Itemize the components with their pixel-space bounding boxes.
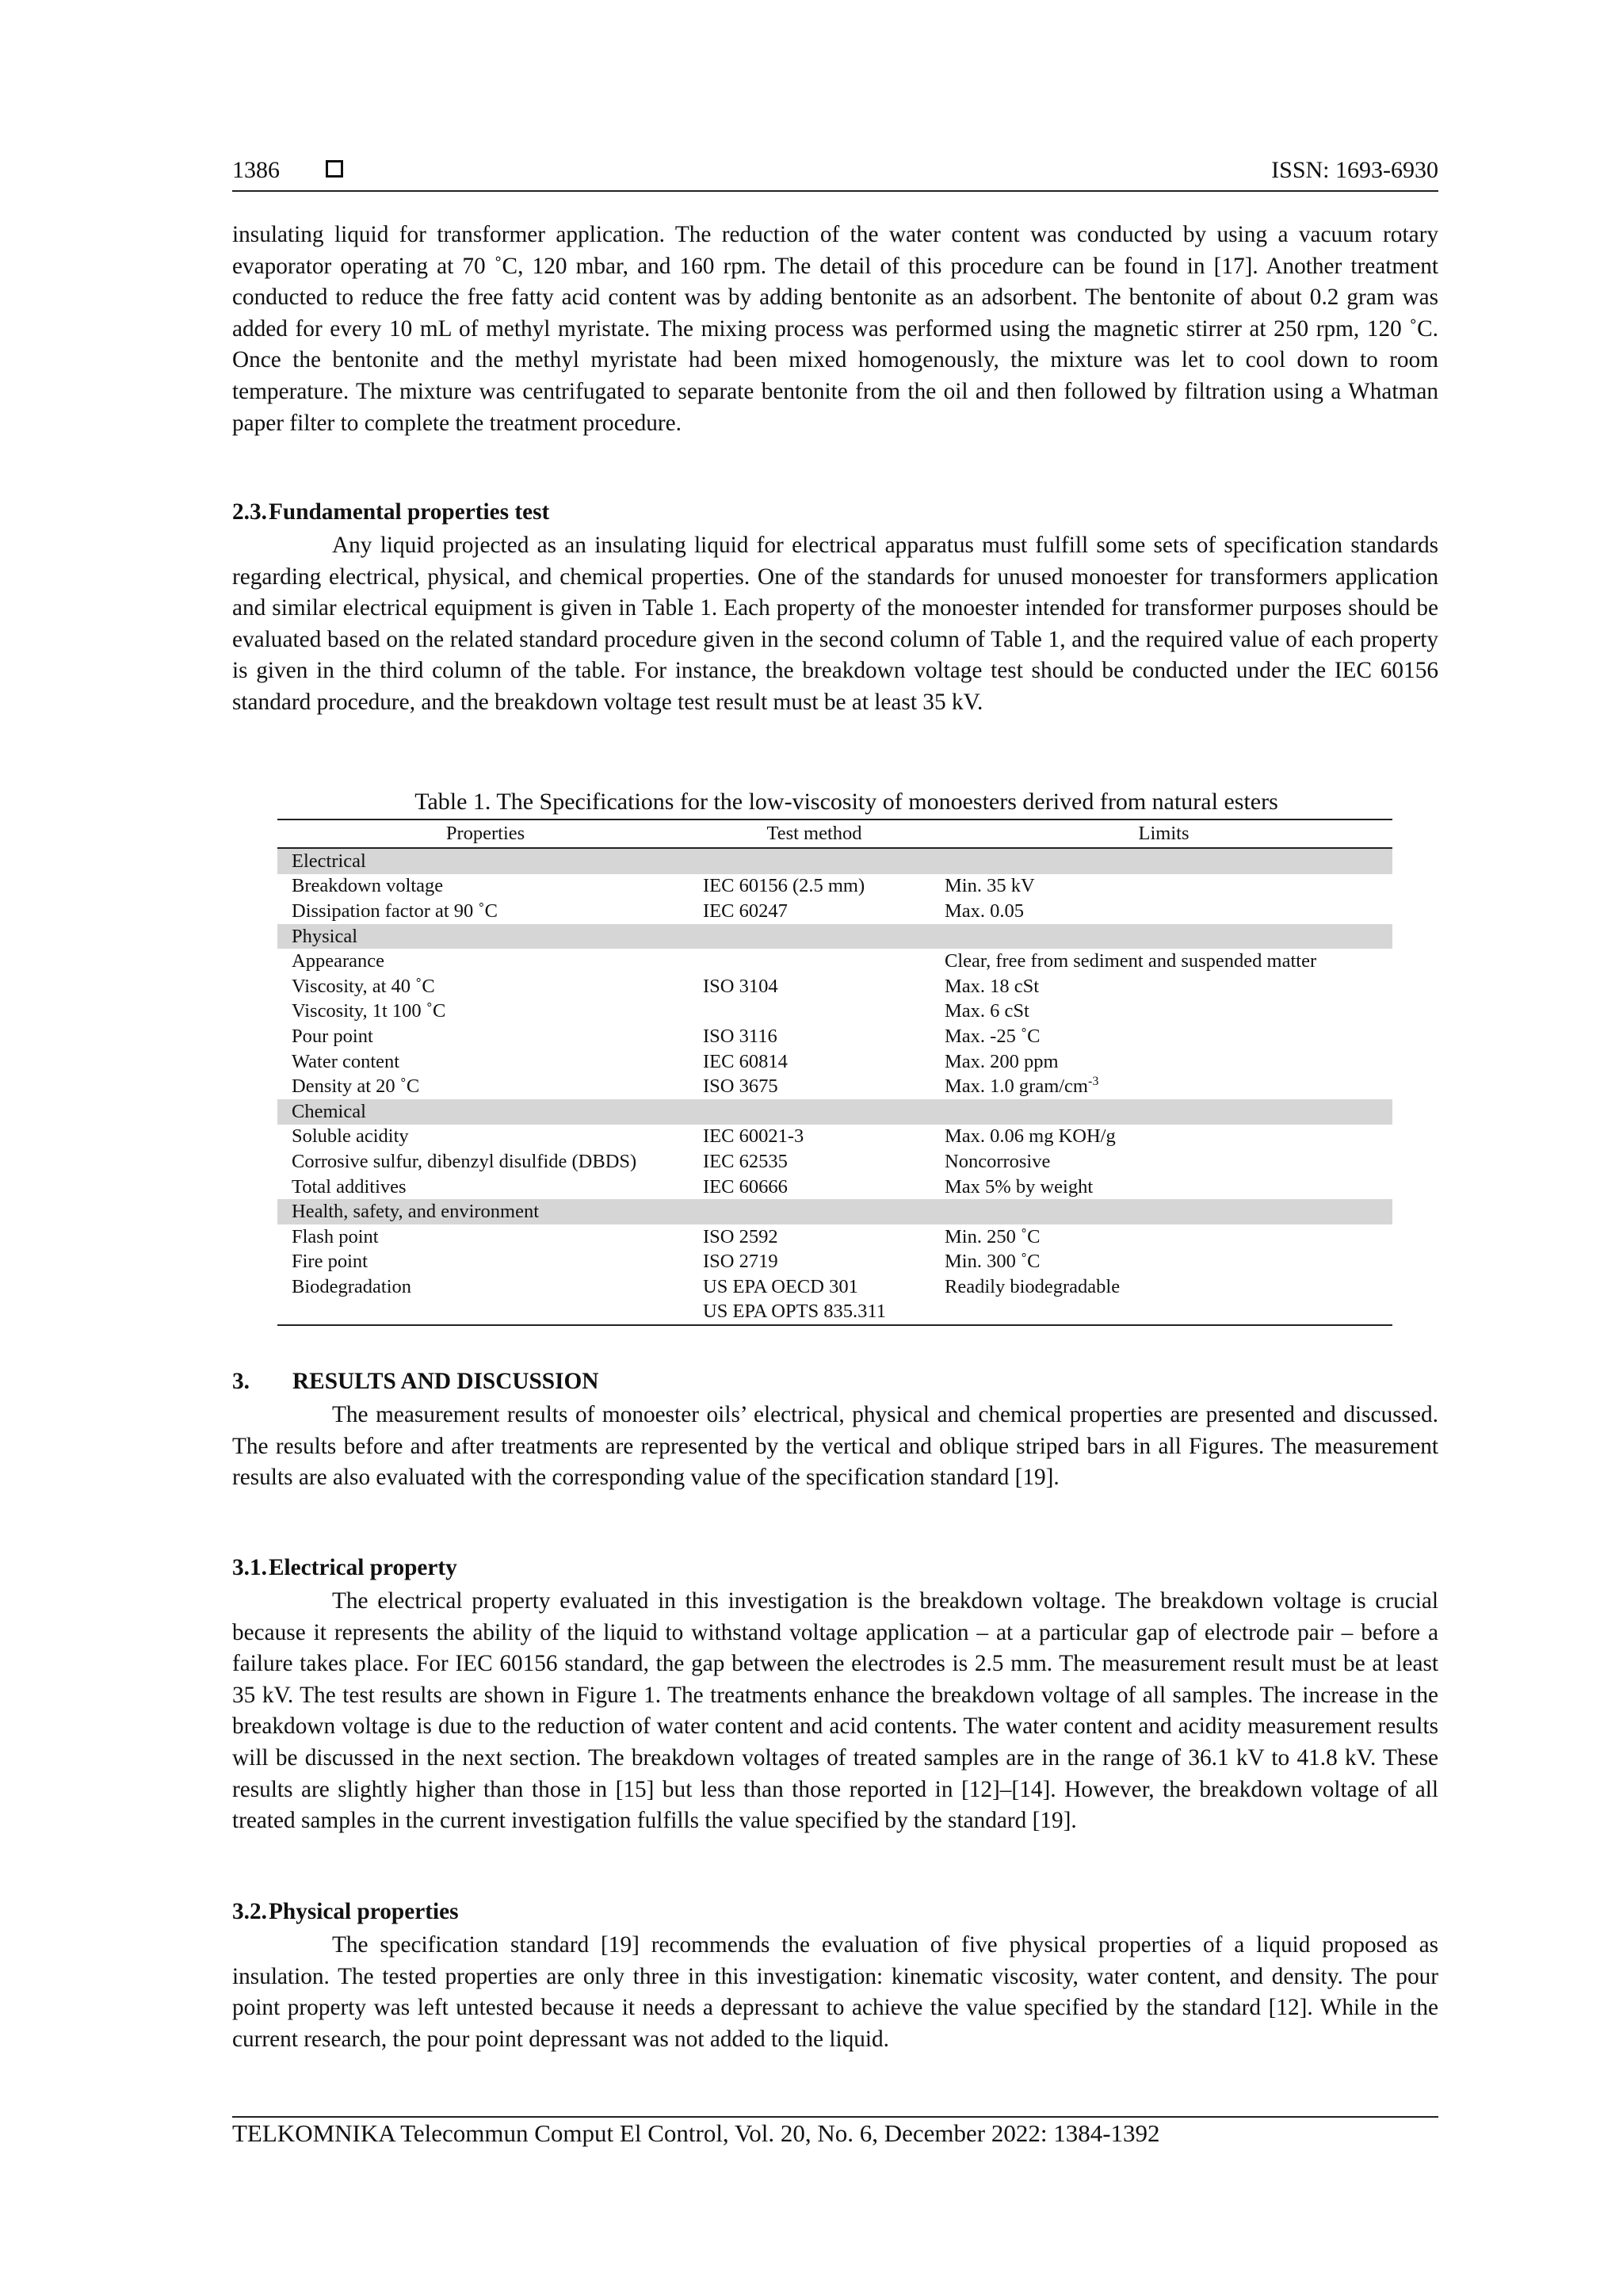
col-header-properties: Properties	[277, 819, 693, 848]
table-row: Pour point ISO 3116 Max. -25 ˚C	[292, 1025, 1041, 1047]
section-heading-2-3	[232, 499, 549, 525]
section-number: 3.2.	[232, 1899, 267, 1924]
section-title: Fundamental properties test	[269, 499, 550, 525]
section-heading-3	[232, 1369, 598, 1395]
spec-table	[277, 819, 1392, 1326]
section-3-1-paragraph: The electrical property evaluated in this investigation is the breakdown voltage. The breakdown voltage is crucial because it represents the ability of the liquid to withstand voltage application – at a particular gap of electrode pair – before a failure takes place. For IEC 60156 standard, the gap between the electrodes is 2.5 mm. The measurement result must be at least 35 kV. The test results are shown in Figure 1. The treatments enhance the breakdown voltage of all samples. The increase in the breakdown voltage is due to the reduction of water content and acid contents. The water content and acidity measurement results will be discussed in the next section. The breakdown voltages of treated samples are in the range of 36.1 kV to 41.8 kV. These results are slightly higher than those in [15] but less than those reported in [12]–[14]. However, the breakdown voltage of all treated samples in the current investigation fulfills the value specified by the standard [19].	[232, 1588, 1438, 1834]
section-number: 2.3.	[232, 499, 267, 525]
section-title: Physical properties	[269, 1899, 459, 1924]
section-heading-3-1	[232, 1555, 457, 1581]
table-row: Dissipation factor at 90 ˚C IEC 60247 Max. 0.05	[292, 900, 1025, 922]
table-row: Appearance Clear, free from sediment and suspended matter	[292, 950, 1317, 972]
table-row: Viscosity, 1t 100 ˚C Max. 6 cSt	[292, 1000, 1029, 1022]
table-row: Breakdown voltage IEC 60156 (2.5 mm) Min. 35 kV	[292, 875, 1035, 897]
page-header	[232, 155, 1438, 192]
table-row: US EPA OPTS 835.311	[277, 1300, 1392, 1326]
table-caption: Table 1. The Specifications for the low-viscosity of monoesters derived from natural esters	[414, 789, 1278, 815]
table-row: Biodegradation US EPA OECD 301 Readily biodegradable	[292, 1275, 1121, 1297]
category-row: Health, safety, and environment	[277, 1199, 1392, 1224]
table-row: Soluble acidity IEC 60021-3 Max. 0.06 mg KOH/g	[292, 1125, 1116, 1148]
table-header-row	[277, 819, 1392, 848]
page-number: 1386	[232, 157, 280, 183]
table-row: Fire point ISO 2719 Min. 300 ˚C	[292, 1251, 1041, 1273]
col-header-limits: Limits	[935, 819, 1392, 848]
section-title: RESULTS AND DISCUSSION	[292, 1369, 599, 1394]
issn: ISSN: 1693-6930	[1271, 157, 1438, 183]
table-row: Corrosive sulfur, dibenzyl disulfide (DBDS) IEC 62535 Noncorrosive	[292, 1150, 1051, 1172]
section-title: Electrical property	[269, 1555, 457, 1580]
table-row: Flash point ISO 2592 Min. 250 ˚C	[292, 1225, 1041, 1247]
col-header-test-method: Test method	[693, 819, 935, 848]
table-row: Viscosity, at 40 ˚C ISO 3104 Max. 18 cSt	[292, 975, 1040, 997]
section-2-3-paragraph: Any liquid projected as an insulating liquid for electrical apparatus must fulfill some sets of specification standards regarding electrical, physical, and chemical properties. One of the standards for unused monoester for transformers application and similar electrical equipment is given in Table 1. Each property of the monoester intended for transformer purposes should be evaluated based on the related standard procedure given in the second column of Table 1, and the required value of each property is given in the third column of the table. For instance, the breakdown voltage test should be conducted under the IEC 60156 standard procedure, and the breakdown voltage test result must be at least 35 kV.	[232, 533, 1438, 715]
section-3-paragraph: The measurement results of monoester oils’ electrical, physical and chemical properties are presented and discussed. The results before and after treatments are represented by the vertical and oblique striped bars in all Figures. The measurement results are also evaluated with the corresponding value of the specification standard [19].	[232, 1402, 1438, 1491]
table-row: Density at 20 ˚C ISO 3675 Max. 1.0 gram/$cm^{-3}$	[292, 1074, 1099, 1098]
section-number: 3.1.	[232, 1555, 267, 1580]
checkbox-square-icon	[326, 160, 343, 178]
category-row: Chemical	[277, 1099, 1392, 1125]
section-3-2-paragraph: The specification standard [19] recommends the evaluation of five physical properties of a liquid proposed as insulation. The tested properties are only three in this investigation: kinematic viscosity, water content, and density. The pour point property was left untested because it needs a depressant to achieve the value specified by the standard [12]. While in the current research, the pour point depressant was not added to the liquid.	[232, 1932, 1438, 2052]
superscript: -3	[1088, 1074, 1099, 1088]
section-heading-3-2	[232, 1899, 459, 1925]
table-row: Total additives IEC 60666 Max 5% by weight	[292, 1175, 1094, 1198]
page-footer: TELKOMNIKA Telecommun Comput El Control, Vol. 20, No. 6, December 2022: 1384-1392	[232, 2116, 1438, 2148]
section-number: 3.	[232, 1369, 250, 1394]
intro-paragraph: insulating liquid for transformer application. The reduction of the water content was conducted by using a vacuum rotary evaporator operating at 70 ˚C, 120 mbar, and 160 rpm. The detail of this procedure can be found in [17]. Another treatment conducted to reduce the free fatty acid content was by adding bentonite as an adsorbent. The bentonite of about 0.2 gram was added for every 10 mL of methyl myristate. The mixing process was performed using the magnetic stirrer at 250 rpm, 120 ˚C. Once the bentonite and the methyl myristate had been mixed homogenously, the mixture was let to cool down to room temperature. The mixture was centrifugated to separate bentonite from the oil and then followed by filtration using a Whatman paper filter to complete the treatment procedure.	[232, 222, 1438, 436]
category-row: Physical	[277, 924, 1392, 949]
category-row: Electrical	[277, 848, 1392, 874]
table-row: Water content IEC 60814 Max. 200 ppm	[292, 1050, 1059, 1072]
